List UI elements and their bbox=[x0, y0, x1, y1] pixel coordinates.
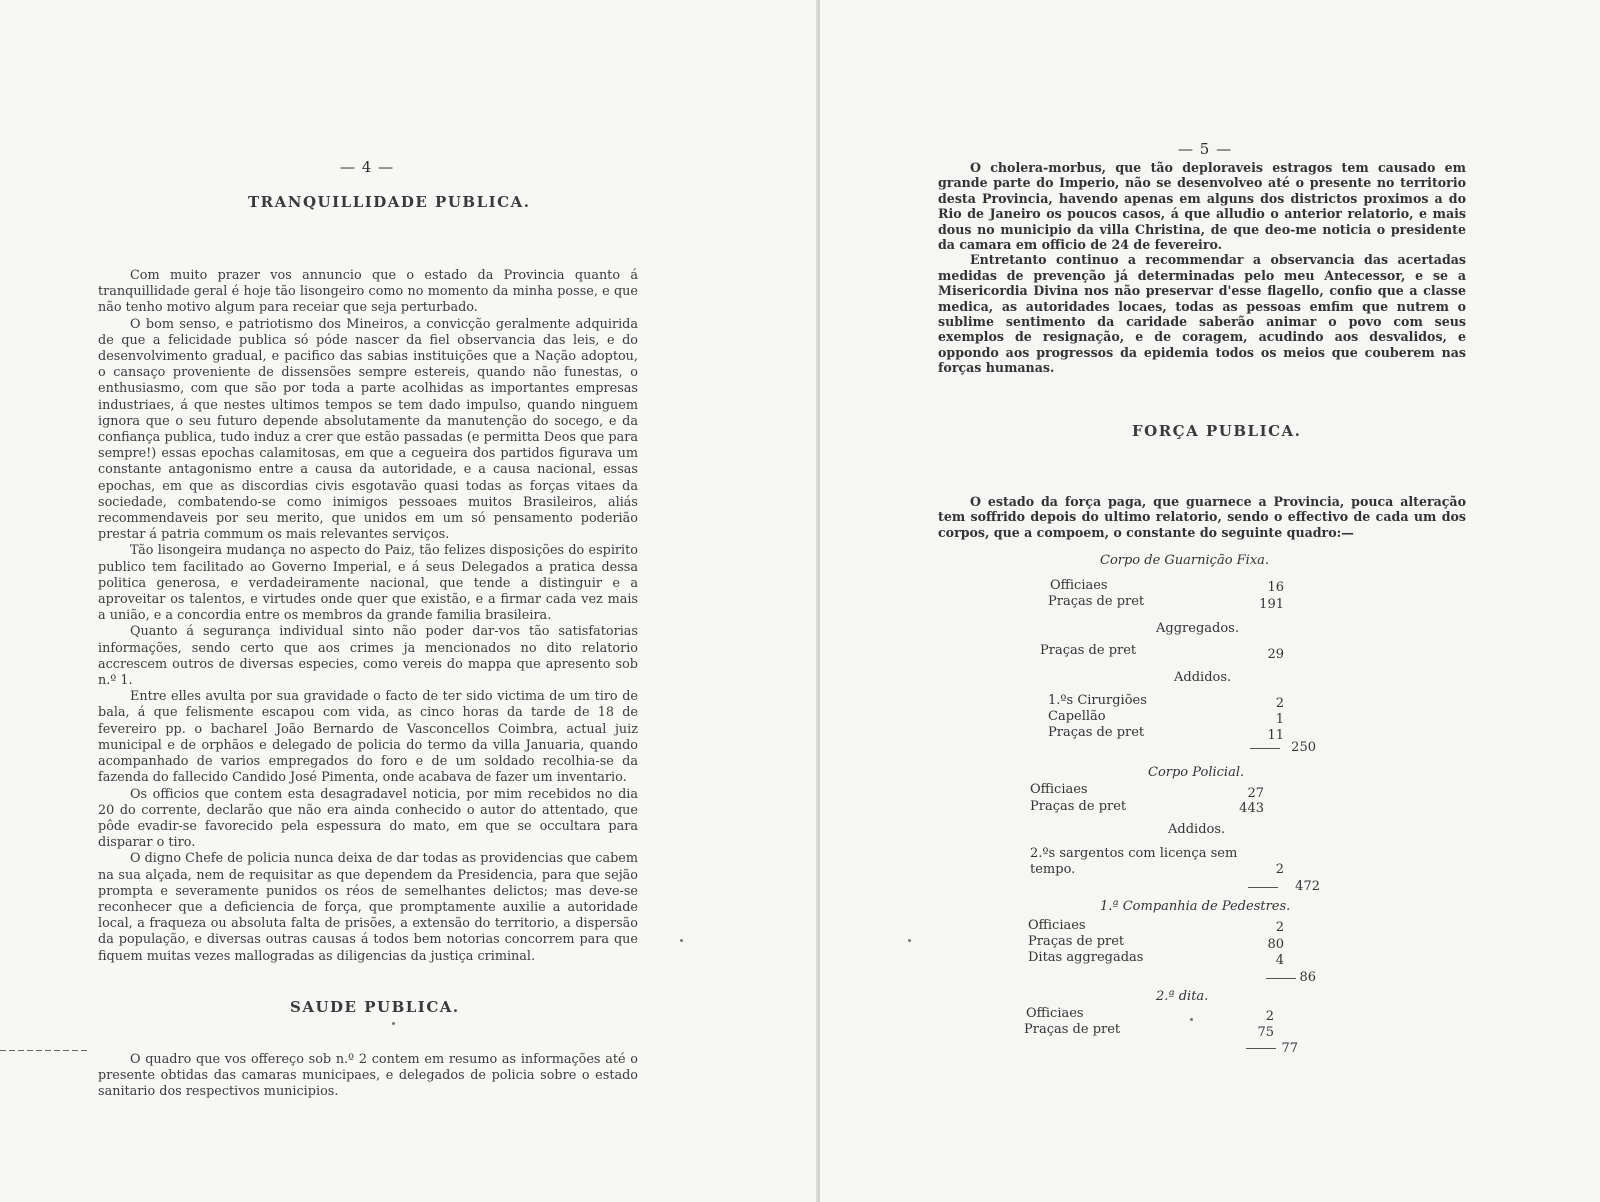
table-group-title: Corpo Policial. bbox=[1148, 765, 1245, 780]
table-row-label: Officiaes bbox=[1026, 1006, 1084, 1021]
paragraph: Quanto á segurança individual sinto não poder dar-vos tão satisfatorias informações, sendo certo que aos crimes ja mencionados no dito relatorio accrescem outros de diversas especies, como vereis do mappa que apresento sob n.º 1. bbox=[98, 624, 638, 689]
table-row-value: 27 bbox=[1247, 786, 1264, 801]
ink-speck bbox=[1190, 1018, 1193, 1021]
table-row-label: Praças de pret bbox=[1048, 725, 1145, 740]
table-row-label: Officiaes bbox=[1028, 918, 1086, 933]
table-row-label: Praças de pret bbox=[1040, 643, 1137, 658]
table-row-label: Praças de pret bbox=[1030, 799, 1127, 814]
table-row-value: 11 bbox=[1267, 728, 1284, 743]
table-row-label: 2.ºs sargentos com licença sem tempo. bbox=[1030, 846, 1238, 877]
section-title-forca: FORÇA PUBLICA. bbox=[1132, 422, 1302, 440]
table-row-label: Praças de pret bbox=[1024, 1022, 1121, 1037]
table-row-value: 443 bbox=[1239, 801, 1264, 816]
table-group-title: Corpo de Guarnição Fixa. bbox=[1100, 553, 1270, 568]
table-row-value: 16 bbox=[1267, 580, 1284, 595]
table-row-label: Officiaes bbox=[1030, 782, 1088, 797]
ink-speck bbox=[392, 1022, 395, 1025]
table-group-title: Addidos. bbox=[1174, 670, 1232, 685]
table-group-title: Addidos. bbox=[1168, 822, 1226, 837]
table-total: 250 bbox=[1291, 740, 1316, 755]
table-row-label: Officiaes bbox=[1050, 578, 1108, 593]
table-group-title: 2.ª dita. bbox=[1156, 989, 1209, 1004]
table-row-label: Capellão bbox=[1048, 709, 1106, 724]
table-row-value: 1 bbox=[1275, 712, 1284, 727]
paragraph: O digno Chefe de policia nunca deixa de dar todas as providencias que cabem na sua alçada, nem de requisitar as que dependem da Presidencia, para que sejão prompta e severamente punidos os réos de semelhantes delictos; mas deve-se reconhecer que a deficiencia de força, que promptamente auxilie a autoridade local, a fraqueza ou absoluta falta de prisões, a extensão do territorio, a dispersão da população, e diversas outras causas á todos bem notorias concorrem para que fiquem muitas vezes mallogradas as diligencias da justiça criminal. bbox=[98, 851, 638, 964]
ink-speck bbox=[680, 939, 683, 942]
paragraph: O estado da força paga, que guarnece a Provincia, pouca alteração tem soffrido depois do ultimo relatorio, sendo o effectivo de cada um dos corpos, que a compoem, o constante do seguinte quadro:— bbox=[938, 494, 1466, 540]
table-row-value: 29 bbox=[1267, 647, 1284, 662]
table-row-label: Ditas aggregadas bbox=[1028, 950, 1144, 965]
table-total: 77 bbox=[1281, 1041, 1298, 1056]
force-table bbox=[820, 0, 1600, 1202]
table-row-value: 2 bbox=[1275, 920, 1284, 935]
table-total: 86 bbox=[1299, 970, 1316, 985]
table-row-value: 75 bbox=[1257, 1025, 1274, 1040]
table-row-value: 2 bbox=[1265, 1009, 1274, 1024]
tranquillidade-text bbox=[98, 268, 638, 965]
table-row-label: 1.ºs Cirurgiões bbox=[1048, 693, 1147, 708]
margin-mark bbox=[0, 1050, 90, 1051]
paragraph: Entretanto continuo a recommendar a observancia das acertadas medidas de prevenção já determinadas pelo meu Antecessor, e se a Misericordia Divina nos não preservar d'esse flagello, confio que a classe medica, as autoridades locaes, todas as pessoas emfim que nutrem o sublime sentimento da caridade saberão animar o povo com seus exemplos de resignação, e de coragem, acudindo aos desvalidos, e oppondo aos progressos da epidemia todos os meios que couberem nas forças humanas. bbox=[938, 252, 1466, 376]
table-total: 472 bbox=[1295, 879, 1320, 894]
paragraph: Entre elles avulta por sua gravidade o facto de ter sido victima de um tiro de bala, á que felismente escapou com vida, as cinco horas da tarde de 18 de fevereiro pp. o bacharel João Bernardo de Vasconcellos Coimbra, actual juiz municipal e de orphãos e delegado de policia do termo da villa Januaria, quando acompanhado de varios empregados do foro e de um soldado recolhia-se da fazenda do fallecido Candido José Pimenta, onde acabava de fazer um inventario. bbox=[98, 689, 638, 786]
table-group-title: Aggregados. bbox=[1156, 621, 1239, 636]
section-title-saude: SAUDE PUBLICA. bbox=[290, 998, 460, 1016]
paragraph: O cholera-morbus, que tão deploraveis estragos tem causado em grande parte do Imperio, não se desenvolveo até o presente no territorio desta Provincia, havendo apenas em alguns dos districtos proximos a do Rio de Janeiro os poucos casos, á que alludio o anterior relatorio, e mais dous no municipio da villa Christina, de que deo-me noticia o presidente da camara em officio de 24 de fevereiro. bbox=[938, 160, 1466, 253]
paragraph: Tão lisongeira mudança no aspecto do Paiz, tão felizes disposições do espirito publico tem facilitado ao Governo Imperial, e á seus Delegados a pratica dessa politica generosa, e verdadeiramente nacional, que tende a distinguir e a aproveitar os talentos, e virtudes onde quer que existão, e a firmar cada vez mais a união, e a concordia entre os membros da grande familia brasileira. bbox=[98, 543, 638, 624]
page-number: — 5 — bbox=[1178, 140, 1233, 158]
paragraph: O bom senso, e patriotismo dos Mineiros, a convicção geralmente adquirida de que a felicidade publica só póde nascer da fiel observancia das leis, e do desenvolvimento gradual, e pacifico das sabias instituições que a Nação adoptou, o cansaço proveniente de dissensões sempre estereis, quando não funestas, o enthusiasmo, com que são por toda a parte acolhidas as importantes empresas industriaes, á que nestes ultimos tempos se tem dado impulso, quando ninguem ignora que o seu futuro depende absolutamente da manutenção do socego, e da confiança publica, tudo induz a crer que estão passadas (e permitta Deos que para sempre!) essas epochas calamitosas, em que a cegueira dos partidos figurava um constante antagonismo entre a causa da autoridade, e a causa nacional, essas epochas, em que as discordias civis esgotavão quasi todas as forças vitaes da sociedade, combatendo-se como inimigos pessoaes muitos Brasileiros, aliás recommendaveis por seu merito, que unidos em um só pensamento poderião prestar á patria commum os mais relevantes serviços. bbox=[98, 316, 638, 543]
right-page bbox=[820, 0, 1600, 1202]
table-row-label: Praças de pret bbox=[1048, 594, 1145, 609]
table-group-title: 1.ª Companhia de Pedestres. bbox=[1100, 899, 1291, 914]
subtotal-rule bbox=[1248, 887, 1278, 888]
table-row-value: 80 bbox=[1267, 937, 1284, 952]
table-row-value: 2 bbox=[1275, 696, 1284, 711]
table-row-label: Praças de pret bbox=[1028, 934, 1125, 949]
paragraph: O quadro que vos offereço sob n.º 2 contem em resumo as informações até o presente obtidas das camaras municipaes, e delegados de policia sobre o estado sanitario dos respectivos municipios. bbox=[98, 1052, 638, 1100]
section-title-tranquillidade: TRANQUILLIDADE PUBLICA. bbox=[248, 193, 531, 211]
table-row-value: 2 bbox=[1275, 862, 1284, 877]
page-number: — 4 — bbox=[340, 158, 395, 176]
paragraph: Com muito prazer vos annuncio que o estado da Provincia quanto á tranquillidade geral é hoje tão lisongeiro como no momento da minha posse, e que não tenho motivo algum para receiar que seja perturbado. bbox=[98, 268, 638, 316]
saude-text bbox=[98, 1052, 638, 1101]
paragraph: Os officios que contem esta desagradavel noticia, por mim recebidos no dia 20 do corrente, declarão que não era ainda conhecido o autor do attentado, que pôde evadir-se favorecido pela espessura do mato, em que se occultara para disparar o tiro. bbox=[98, 786, 638, 851]
ink-speck bbox=[908, 939, 911, 942]
table-row-value: 191 bbox=[1259, 597, 1284, 612]
table-row-value: 4 bbox=[1275, 953, 1284, 968]
